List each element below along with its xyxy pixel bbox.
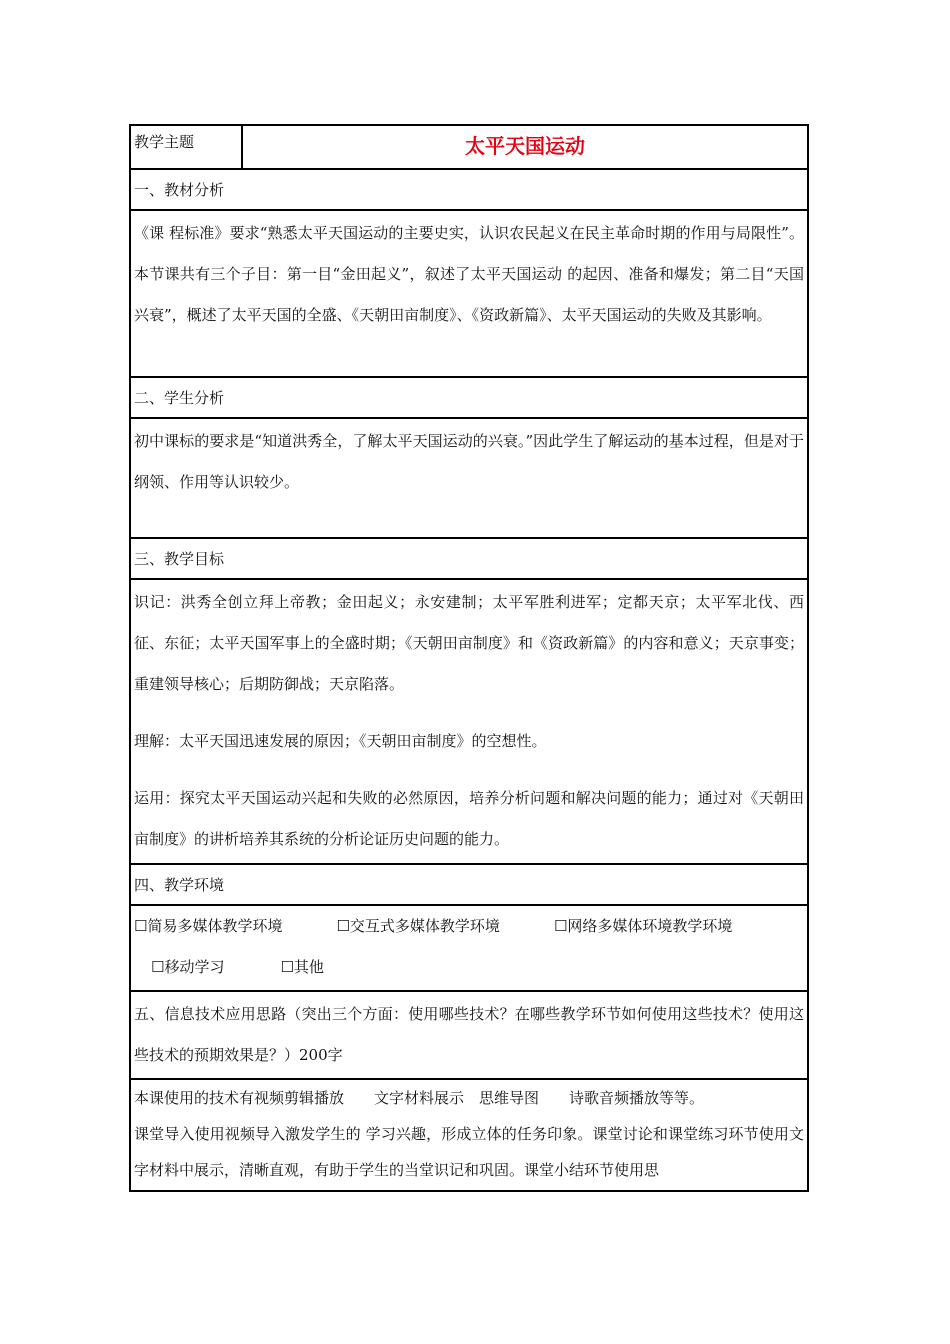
goal-memorize: 识记：洪秀全创立拜上帝教；金田起义；永安建制；太平军胜利进军；定都天京；太平军北伐、西征、东征；太平天国军事上的全盛时期；《天朝田亩制度》和《资政新篇》的内容和意义；天京事变；重建领导核心；后期防御战；天京陷落。 [134, 593, 804, 693]
student-analysis-text: 初中课标的要求是“知道洪秀全，了解太平天国运动的兴衰。”因此学生了解运动的基本过程，但是对于纲领、作用等认识较少。 [134, 432, 804, 491]
it-plan-heading: 五、信息技术应用思路（突出三个方面：使用哪些技术？在哪些教学环节如何使用这些技术？使用这些技术的预期效果是？）200字 [134, 1005, 804, 1064]
env-option-simple[interactable] [134, 906, 282, 947]
heading-text: 一、教材分析 [134, 181, 225, 199]
section-heading-environment [131, 865, 807, 906]
checkbox-icon[interactable]: ☐ [280, 958, 294, 976]
section-body-textbook [131, 211, 807, 378]
env-option-mobile[interactable] [151, 947, 224, 988]
lesson-plan-table [129, 124, 809, 1192]
textbook-analysis-text: 《课 程标准》要求“熟悉太平天国运动的主要史实，认识农民起义在民主革命时期的作用与局限性”。本节课共有三个子目：第一目“金田起义”，叙述了太平天国运动 的起因、准备和爆发；第二目“天国兴衰”，概述了太平天国的全盛、《天朝田亩制度》、《资政新篇》、太平天国运动的失败及其影响。 [134, 224, 804, 324]
checkbox-icon[interactable]: ☐ [151, 958, 165, 976]
option-label: 简易多媒体教学环境 [147, 917, 283, 935]
section-body-goals [131, 580, 807, 865]
checkbox-icon[interactable]: ☐ [553, 917, 568, 935]
goal-apply: 运用：探究太平天国运动兴起和失败的必然原因，培养分析问题和解决问题的能力；通过对《天朝田亩制度》的讲析培养其系统的分析论证历史问题的能力。 [134, 789, 804, 848]
lesson-title: 太平天国运动 [465, 134, 585, 158]
heading-text: 二、学生分析 [134, 389, 225, 407]
heading-text: 四、教学环境 [134, 876, 225, 894]
section-heading-goals [131, 539, 807, 580]
env-options-row-2 [134, 947, 804, 988]
env-option-other[interactable] [280, 947, 323, 988]
section-body-it-plan [131, 1080, 807, 1190]
it-plan-line-1: 本课使用的技术有视频剪辑播放 文字材料展示 思维导图 诗歌音频播放等等。 [134, 1089, 705, 1107]
option-label: 交互式多媒体教学环境 [349, 917, 500, 935]
topic-label: 教学主题 [131, 126, 243, 168]
option-label: 网络多媒体环境教学环境 [567, 917, 733, 935]
section-heading-students [131, 378, 807, 419]
env-option-interactive[interactable] [336, 906, 499, 947]
option-label: 其他 [293, 958, 324, 976]
section-body-environment [131, 906, 807, 992]
section-heading-textbook [131, 170, 807, 211]
title-row [131, 126, 807, 170]
heading-text: 三、教学目标 [134, 550, 225, 568]
section-body-students [131, 419, 807, 539]
section-heading-it-plan [131, 992, 807, 1080]
env-options-row-1 [134, 906, 804, 947]
goal-understand: 理解：太平天国迅速发展的原因；《天朝田亩制度》的空想性。 [134, 732, 547, 750]
it-plan-body: 课堂导入使用视频导入激发学生的 学习兴趣，形成立体的任务印象。课堂讨论和课堂练习环节使用文字材料中展示，清晰直观，有助于学生的当堂识记和巩固。课堂小结环节使用思 [134, 1125, 804, 1179]
checkbox-icon[interactable]: ☐ [134, 917, 148, 935]
checkbox-icon[interactable]: ☐ [336, 917, 350, 935]
env-option-network[interactable] [554, 906, 732, 947]
option-label: 移动学习 [164, 958, 225, 976]
